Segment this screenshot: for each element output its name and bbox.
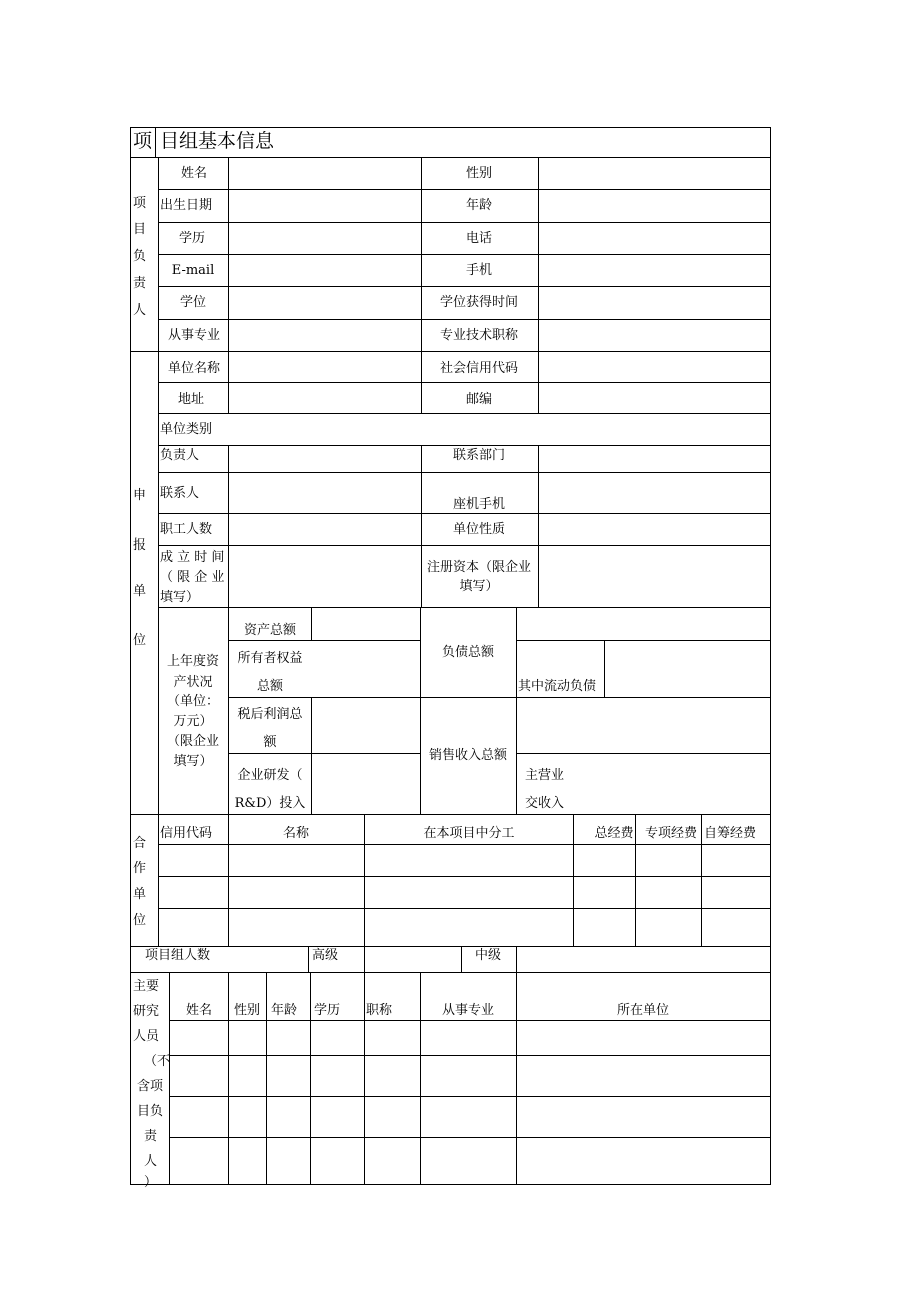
founded-label-line-3: 填写） bbox=[160, 590, 200, 605]
capital-label-line-1: 注册资本（限企业 bbox=[426, 560, 532, 575]
leader-phone-label: 电话 bbox=[465, 231, 493, 246]
leader-birth-label: 出生日期 bbox=[160, 198, 213, 213]
leader-education-label: 学历 bbox=[178, 231, 206, 246]
partners-side-label-2: 作 bbox=[133, 861, 147, 876]
net-profit-label-line-2: 额 bbox=[263, 735, 277, 750]
team-count-label: 项目组人数 bbox=[145, 948, 211, 963]
researchers-header-unit: 所在单位 bbox=[616, 1003, 670, 1018]
researchers-header-major: 从事专业 bbox=[441, 1003, 495, 1018]
assets-label-line-4: 万元） bbox=[173, 714, 213, 729]
researchers-side-label-2: 研究 bbox=[133, 1004, 160, 1019]
assets-label-line-1: 上年度资 bbox=[166, 654, 220, 669]
leader-mobile-label: 手机 bbox=[465, 263, 493, 278]
rd-label-line-1: 企业研发（ bbox=[237, 768, 303, 783]
department-label: 联系部门 bbox=[452, 448, 506, 463]
applicant-side-label-2: 报 bbox=[133, 538, 147, 553]
leader-email-label: E-mail bbox=[171, 263, 215, 278]
leader-degree-label: 学位 bbox=[179, 295, 207, 310]
sales-label: 销售收入总额 bbox=[428, 748, 508, 763]
rd-label-line-2: R&D）投入 bbox=[234, 796, 306, 811]
partners-header-name: 名称 bbox=[282, 826, 310, 841]
founded-label-line-1: 成 立 时 间 bbox=[160, 550, 225, 565]
postcode-label: 邮编 bbox=[465, 392, 493, 407]
assets-label-line-6: 填写） bbox=[173, 754, 213, 769]
main-revenue-label-line-2: 交收入 bbox=[525, 796, 565, 811]
leader-age-label: 年龄 bbox=[465, 198, 493, 213]
credit-code-label: 社会信用代码 bbox=[439, 361, 519, 376]
partners-header-role: 在本项目中分工 bbox=[423, 826, 515, 841]
researchers-header-age: 年龄 bbox=[270, 1003, 298, 1018]
equity-label-line-2: 总额 bbox=[256, 679, 284, 694]
researchers-header-gender: 性别 bbox=[233, 1003, 261, 1018]
partners-side-label-1: 合 bbox=[133, 836, 147, 851]
researchers-side-label-4: （不 bbox=[144, 1054, 171, 1069]
assets-label-line-5: （限企业 bbox=[166, 734, 220, 749]
founded-label-line-2: （ 限 企 业 bbox=[160, 570, 225, 585]
unit-name-label: 单位名称 bbox=[167, 361, 221, 376]
landline-mobile-label: 座机手机 bbox=[452, 497, 506, 512]
leader-name-label: 姓名 bbox=[180, 166, 208, 181]
head-label: 负责人 bbox=[160, 448, 200, 463]
current-liabilities-label: 其中流动负债 bbox=[518, 679, 597, 694]
address-label: 地址 bbox=[177, 392, 205, 407]
liabilities-label: 负债总额 bbox=[441, 645, 495, 660]
researchers-side-label-3: 人员 bbox=[133, 1029, 160, 1044]
capital-label-line-2: 填写） bbox=[459, 579, 499, 594]
leader-major-label: 从事专业 bbox=[167, 328, 221, 343]
researchers-side-label-1: 主要 bbox=[133, 979, 160, 994]
leader-title-label: 专业技术职称 bbox=[439, 328, 519, 343]
researchers-side-label-7: 责 bbox=[144, 1129, 158, 1144]
researchers-header-title: 职称 bbox=[365, 1003, 393, 1018]
researchers-header-name: 姓名 bbox=[185, 1003, 213, 1018]
applicant-side-label-3: 单 bbox=[133, 584, 147, 599]
section-title-first-char: 项 bbox=[133, 130, 153, 152]
partners-header-credit-code: 信用代码 bbox=[160, 826, 213, 841]
researchers-side-label-5: 含项 bbox=[137, 1079, 164, 1094]
leader-gender-label: 性别 bbox=[465, 166, 493, 181]
assets-label-line-2: 产状况 bbox=[173, 675, 213, 690]
partners-side-label-4: 位 bbox=[133, 913, 147, 928]
assets-label-line-3: （单位： bbox=[166, 694, 220, 709]
leader-side-label-2: 目 bbox=[133, 222, 147, 237]
researchers-header-education: 学历 bbox=[313, 1003, 341, 1018]
total-assets-label: 资产总额 bbox=[243, 623, 297, 638]
applicant-side-label-1: 申 bbox=[133, 488, 147, 503]
partners-header-total-funding: 总经费 bbox=[594, 826, 634, 841]
leader-side-label-4: 责 bbox=[133, 276, 147, 291]
unit-nature-label: 单位性质 bbox=[452, 522, 506, 537]
middle-label: 中级 bbox=[475, 948, 502, 963]
leader-side-label-1: 项 bbox=[133, 196, 147, 211]
net-profit-label-line-1: 税后利润总 bbox=[237, 707, 303, 722]
researchers-side-label-9: ） bbox=[144, 1175, 158, 1190]
leader-side-label-5: 人 bbox=[133, 303, 147, 318]
researchers-side-label-6: 目负 bbox=[137, 1104, 164, 1119]
main-revenue-label-line-1: 主营业 bbox=[525, 768, 565, 783]
staff-count-label: 职工人数 bbox=[160, 522, 213, 537]
senior-label: 高级 bbox=[312, 948, 339, 963]
leader-degree-time-label: 学位获得时间 bbox=[439, 295, 519, 310]
applicant-side-label-4: 位 bbox=[133, 633, 147, 648]
leader-side-label-3: 负 bbox=[133, 249, 147, 264]
equity-label-line-1: 所有者权益 bbox=[237, 651, 303, 666]
partners-header-self-funding: 自筹经费 bbox=[703, 826, 757, 841]
partners-header-special-funding: 专项经费 bbox=[644, 826, 698, 841]
contact-label: 联系人 bbox=[160, 486, 200, 501]
partners-side-label-3: 单 bbox=[133, 887, 147, 902]
section-title: 目组基本信息 bbox=[160, 130, 275, 152]
researchers-side-label-8: 人 bbox=[144, 1154, 158, 1169]
unit-type-label: 单位类别 bbox=[160, 422, 213, 437]
